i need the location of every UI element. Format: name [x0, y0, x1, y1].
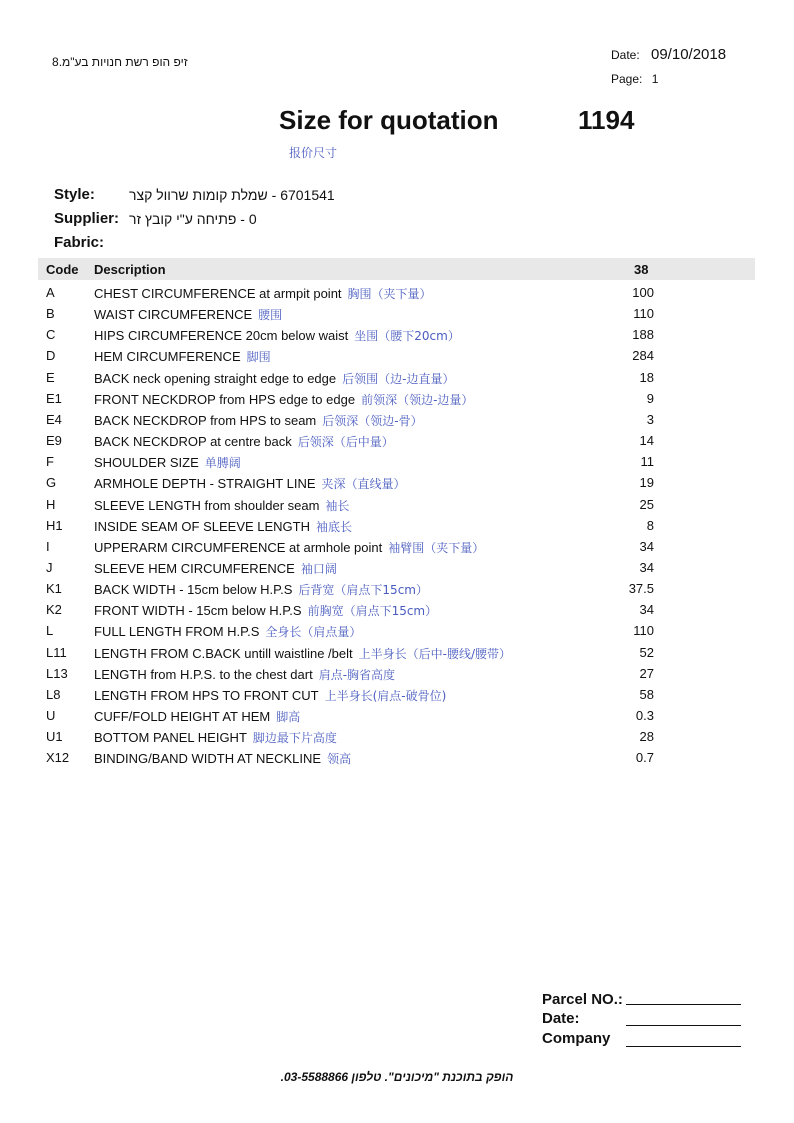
company-label: Company	[542, 1030, 611, 1047]
date-value: 09/10/2018	[651, 46, 727, 63]
row-value: 34	[639, 559, 654, 575]
row-description	[94, 327, 460, 344]
row-description-en: BACK WIDTH - 15cm below H.P.S	[94, 582, 293, 598]
table-row	[0, 729, 794, 750]
row-description	[94, 750, 351, 767]
row-code: I	[46, 538, 50, 554]
row-value: 3	[646, 411, 654, 427]
row-description-cn: 肩点-胸省高度	[318, 667, 396, 682]
row-description	[94, 370, 454, 387]
row-description	[94, 581, 428, 598]
row-description	[94, 602, 437, 619]
row-description-en: SLEEVE HEM CIRCUMFERENCE	[94, 560, 295, 576]
row-description	[94, 560, 337, 577]
row-code: E	[46, 369, 55, 385]
row-description	[94, 708, 300, 725]
row-description	[94, 645, 511, 662]
row-value: 52	[639, 644, 654, 660]
row-description-cn: 领高	[327, 752, 352, 767]
row-description-cn: 上半身长（后中-腰线/腰带）	[358, 646, 511, 661]
table-row	[0, 348, 794, 369]
row-value: 11	[640, 454, 654, 470]
page-indicator	[611, 72, 658, 86]
row-description-cn: 全身长（肩点量）	[265, 625, 362, 640]
row-description	[94, 348, 271, 365]
row-description-en: WAIST CIRCUMFERENCE	[94, 307, 253, 323]
row-description-en: HIPS CIRCUMFERENCE 20cm below waist	[94, 328, 349, 344]
parcel-line	[626, 1004, 741, 1005]
row-description-en: BOTTOM PANEL HEIGHT	[94, 730, 247, 746]
row-code: H	[46, 496, 56, 512]
table-row	[0, 306, 794, 327]
row-description-cn: 脚围	[246, 350, 271, 365]
row-description-cn: 后领深（领边-骨）	[322, 413, 423, 428]
row-code: C	[46, 327, 56, 343]
row-description-en: LENGTH FROM HPS TO FRONT CUT	[94, 687, 319, 703]
supplier-label: Supplier:	[54, 210, 120, 227]
table-row	[0, 750, 794, 771]
row-code: B	[46, 306, 55, 322]
row-description-en: LENGTH FROM C.BACK untill waistline /belt	[94, 645, 353, 661]
row-value: 188	[632, 327, 654, 343]
row-description	[94, 539, 484, 556]
table-row	[0, 285, 794, 306]
row-description-en: HEM CIRCUMFERENCE	[94, 349, 241, 365]
row-description	[94, 306, 282, 323]
row-value: 18	[639, 369, 654, 385]
row-value: 19	[639, 475, 654, 491]
style-label: Style:	[54, 186, 95, 203]
row-value: 100	[632, 285, 654, 300]
row-description-cn: 袖底长	[316, 519, 353, 534]
row-description	[94, 623, 361, 640]
row-code: K1	[46, 581, 62, 597]
row-code: A	[46, 285, 55, 300]
row-description-en: SLEEVE LENGTH from shoulder seam	[94, 497, 320, 513]
row-description-en: CHEST CIRCUMFERENCE at armpit point	[94, 286, 342, 301]
row-description-en: INSIDE SEAM OF SLEEVE LENGTH	[94, 518, 310, 534]
footer-date-line	[626, 1025, 741, 1026]
row-description-en: BACK NECKDROP from HPS to seam	[94, 412, 317, 428]
row-description-cn: 胸围（夹下量）	[347, 287, 432, 301]
row-description-en: LENGTH from H.P.S. to the chest dart	[94, 666, 313, 682]
row-description	[94, 433, 394, 450]
table-row	[0, 412, 794, 433]
software-credit: הופק בתוכנת "מיכונים". טלפון 03-5588866.	[280, 1070, 514, 1084]
table-row	[0, 708, 794, 729]
row-description-cn: 上半身长(肩点-破骨位)	[324, 688, 447, 703]
row-description	[94, 729, 337, 746]
table-row	[0, 391, 794, 412]
row-code: D	[46, 348, 56, 364]
quotation-number: 1194	[578, 105, 635, 135]
row-code: J	[46, 559, 53, 575]
row-code: G	[46, 475, 57, 491]
row-value: 8	[646, 517, 654, 533]
page-label: Page:	[611, 72, 643, 86]
row-description-cn: 腰围	[258, 308, 283, 323]
row-description-en: BINDING/BAND WIDTH AT NECKLINE	[94, 751, 322, 767]
column-header-code: Code	[46, 262, 79, 277]
row-description-en: BACK NECKDROP at centre back	[94, 434, 292, 450]
row-description-en: BACK neck opening straight edge to edge	[94, 370, 337, 386]
row-description	[94, 454, 241, 471]
table-row	[0, 433, 794, 454]
row-code: E9	[46, 433, 62, 449]
row-description	[94, 391, 473, 408]
row-code: X12	[46, 750, 70, 766]
row-description-cn: 前领深（领边-边量）	[361, 392, 474, 407]
row-value: 14	[639, 433, 654, 449]
row-description-cn: 前胸宽（肩点下15cm）	[307, 604, 438, 619]
table-row	[0, 370, 794, 391]
row-value: 25	[639, 496, 654, 512]
company-line	[626, 1046, 741, 1047]
company-name: זיפ הופ רשת חנויות בע"מ.8	[52, 55, 188, 69]
document-title: Size for quotation	[279, 105, 499, 135]
table-row	[0, 518, 794, 539]
row-value: 34	[639, 538, 654, 554]
row-description	[94, 666, 395, 683]
table-row	[0, 687, 794, 708]
table-row	[0, 666, 794, 687]
row-description-cn: 脚边最下片高度	[252, 731, 337, 746]
row-description	[94, 518, 352, 535]
row-code: H1	[46, 517, 63, 533]
row-description-cn: 后领围（边-边直量）	[342, 371, 455, 386]
row-value: 110	[633, 306, 654, 322]
row-value: 0.7	[635, 750, 654, 766]
row-code: L8	[46, 686, 61, 702]
table-row	[0, 454, 794, 475]
row-description	[94, 687, 446, 704]
row-description	[94, 497, 349, 514]
date-label: Date:	[611, 48, 640, 62]
row-description-en: FULL LENGTH FROM H.P.S	[94, 624, 260, 640]
row-code: L	[46, 623, 54, 639]
row-description-cn: 单膊阔	[204, 456, 241, 471]
row-value: 28	[639, 729, 654, 745]
table-row	[0, 327, 794, 348]
row-description-en: FRONT WIDTH - 15cm below H.P.S	[94, 603, 302, 619]
row-value: 284	[632, 348, 654, 364]
row-value: 0.3	[635, 708, 654, 723]
page-number: 1	[651, 72, 659, 86]
row-value: 27	[639, 665, 654, 681]
row-description-cn: 后领深（后中量）	[297, 435, 394, 450]
row-description-cn: 脚高	[276, 710, 301, 724]
column-header-size: 38	[634, 262, 649, 277]
row-value: 37.5	[628, 581, 654, 597]
row-code: F	[46, 454, 54, 470]
footer-date-label: Date:	[542, 1010, 580, 1027]
row-code: E1	[46, 390, 62, 406]
row-description-en: CUFF/FOLD HEIGHT AT HEM	[94, 709, 271, 724]
row-value: 110	[633, 623, 654, 639]
row-description	[94, 285, 432, 302]
row-description-en: ARMHOLE DEPTH - STRAIGHT LINE	[94, 476, 316, 492]
table-row	[0, 560, 794, 581]
row-code: K2	[46, 602, 62, 618]
fabric-label: Fabric:	[54, 234, 105, 251]
row-code: U1	[46, 729, 63, 745]
row-description-cn: 袖口阔	[300, 561, 337, 576]
row-description-cn: 袖臂围（夹下量）	[388, 540, 485, 555]
row-code: L13	[46, 665, 68, 681]
row-description-cn: 袖长	[325, 498, 350, 513]
row-description-cn: 坐围（腰下20cm）	[354, 329, 460, 344]
row-description	[94, 475, 406, 492]
table-row	[0, 581, 794, 602]
row-description-cn: 夹深（直线量）	[321, 477, 406, 492]
supplier-value: 0 - פתיחה ע"י קובץ זר	[129, 211, 257, 227]
style-value: 6701541 - שמלת קומות שרוול קצר	[129, 187, 335, 203]
row-description-en: UPPERARM CIRCUMFERENCE at armhole point	[94, 539, 383, 555]
parcel-label: Parcel NO.:	[542, 991, 623, 1008]
table-row	[0, 539, 794, 560]
row-description	[94, 412, 423, 429]
table-row	[0, 645, 794, 666]
row-description-en: SHOULDER SIZE	[94, 455, 199, 471]
row-description-cn: 后背宽（肩点下15cm）	[298, 583, 428, 598]
row-value: 9	[646, 390, 654, 406]
row-value: 58	[639, 686, 654, 702]
row-code: L11	[46, 644, 67, 660]
row-code: U	[46, 708, 56, 723]
table-row	[0, 623, 794, 644]
row-code: E4	[46, 411, 62, 427]
table-row	[0, 602, 794, 623]
table-row	[0, 475, 794, 496]
column-header-description: Description	[94, 262, 166, 277]
table-row	[0, 497, 794, 518]
row-description-en: FRONT NECKDROP from HPS edge to edge	[94, 391, 356, 407]
row-value: 34	[639, 602, 654, 618]
document-subtitle-cn: 报价尺寸	[289, 146, 338, 160]
